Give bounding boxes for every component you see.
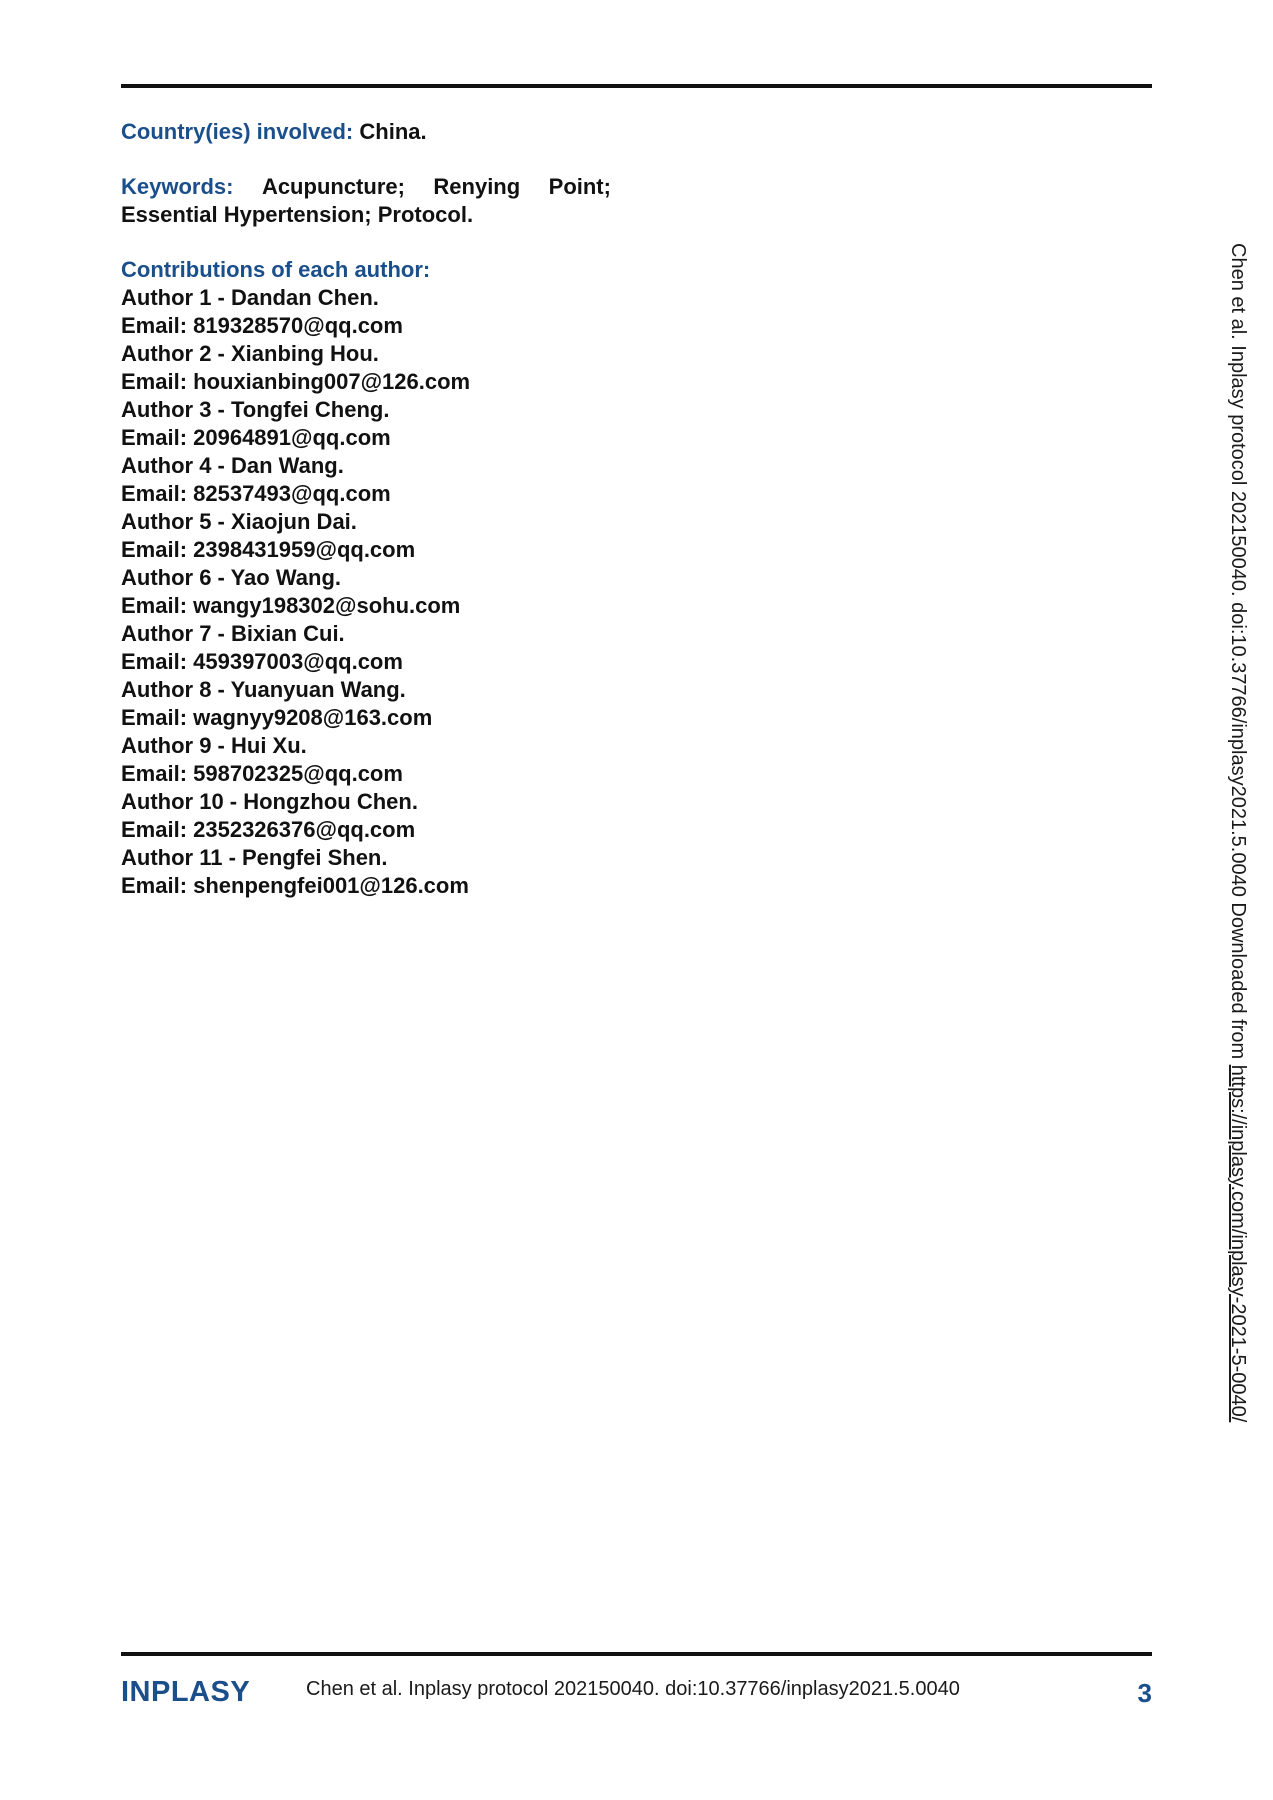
author-line: Author 7 - Bixian Cui. — [121, 621, 345, 646]
email-line: Email: wangy198302@sohu.com — [121, 593, 461, 618]
country-value: China. — [359, 119, 427, 144]
keywords-label: Keywords: — [121, 174, 234, 199]
download-sidebar — [1226, 243, 1249, 1422]
keywords-section — [121, 173, 641, 229]
author-line: Author 1 - Dandan Chen. — [121, 285, 379, 310]
keywords-line-1 — [121, 173, 611, 201]
author-line: Author 2 - Xianbing Hou. — [121, 341, 379, 366]
author-line: Author 4 - Dan Wang. — [121, 453, 344, 478]
keywords-line-2: Essential Hypertension; Protocol. — [121, 202, 474, 227]
footer-citation: Chen et al. Inplasy protocol 202150040. doi:10.37766/inplasy2021.5.0040 — [306, 1678, 960, 1700]
email-line: Email: wagnyy9208@163.com — [121, 705, 433, 730]
author-line: Author 6 - Yao Wang. — [121, 565, 342, 590]
keyword-1: Acupuncture; — [261, 174, 405, 199]
author-line: Author 5 - Xiaojun Dai. — [121, 509, 357, 534]
email-line: Email: 459397003@qq.com — [121, 649, 403, 674]
country-line — [121, 118, 641, 146]
email-line: Email: houxianbing007@126.com — [121, 369, 471, 394]
contributions-section — [121, 256, 641, 900]
author-line: Author 11 - Pengfei Shen. — [121, 845, 388, 870]
author-line: Author 9 - Hui Xu. — [121, 733, 307, 758]
sidebar-citation: Chen et al. Inplasy protocol 202150040. doi:10.37766/inplasy2021.5.0040 Downloaded from — [1227, 243, 1249, 1065]
top-rule — [121, 84, 1152, 88]
contributions-heading: Contributions of each author: — [121, 257, 431, 282]
keyword-3: Point; — [548, 174, 611, 199]
author-line: Author 8 - Yuanyuan Wang. — [121, 677, 406, 702]
sidebar-download-link[interactable]: https://inplasy.com/inplasy-2021-5-0040/ — [1227, 1064, 1249, 1423]
bottom-rule — [121, 1652, 1152, 1656]
country-label: Country(ies) involved: — [121, 119, 354, 144]
email-line: Email: shenpengfei001@126.com — [121, 873, 469, 898]
journal-logo: INPLASY — [121, 1676, 251, 1708]
email-line: Email: 598702325@qq.com — [121, 761, 403, 786]
email-line: Email: 2352326376@qq.com — [121, 817, 416, 842]
email-line: Email: 819328570@qq.com — [121, 313, 403, 338]
author-line: Author 10 - Hongzhou Chen. — [121, 789, 418, 814]
page-number: 3 — [1137, 1678, 1152, 1708]
email-line: Email: 82537493@qq.com — [121, 481, 391, 506]
country-section — [121, 118, 641, 146]
author-line: Author 3 - Tongfei Cheng. — [121, 397, 390, 422]
keyword-2: Renying — [433, 174, 521, 199]
email-line: Email: 20964891@qq.com — [121, 425, 391, 450]
email-line: Email: 2398431959@qq.com — [121, 537, 416, 562]
page-footer — [121, 1676, 1152, 1710]
main-content — [121, 118, 641, 900]
